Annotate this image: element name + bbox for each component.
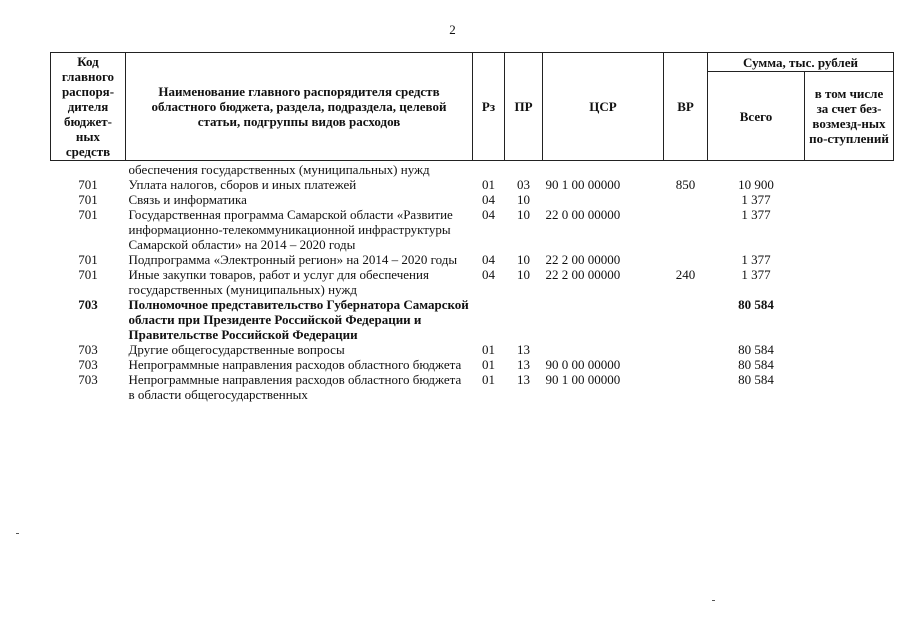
- cell-code: 703: [78, 297, 98, 312]
- cell-name: обеспечения государственных (муниципальных) нужд: [128, 162, 430, 177]
- cell-code: [51, 161, 126, 178]
- cell-rz: 04: [482, 267, 495, 282]
- cell-name: Непрограммные направления расходов областного бюджета: [128, 357, 462, 372]
- header-name: Наименование главного распорядителя средств областного бюджета, раздела, подраздела, целевой статьи, подгруппы видов расходов: [126, 53, 473, 161]
- header-pr: ПР: [505, 53, 543, 161]
- cell-vr: [664, 297, 708, 342]
- header-rz: Рз: [473, 53, 505, 161]
- cell-code: 701: [78, 252, 98, 267]
- cell-rz: [473, 297, 505, 342]
- cell-pr: 13: [517, 372, 530, 387]
- cell-free: [805, 252, 894, 267]
- table-header: [51, 53, 894, 161]
- table-row: [51, 297, 894, 342]
- table-row: [51, 372, 894, 402]
- budget-table: [50, 52, 894, 402]
- cell-csr: 90 1 00 00000: [545, 177, 621, 192]
- cell-vr: [664, 357, 708, 372]
- cell-pr: 13: [517, 357, 530, 372]
- cell-free: [805, 357, 894, 372]
- cell-code: 701: [78, 192, 98, 207]
- cell-vr: [664, 192, 708, 207]
- cell-csr: [543, 161, 664, 178]
- cell-pr: 03: [517, 177, 530, 192]
- cell-free: [805, 297, 894, 342]
- table-row: [51, 267, 894, 297]
- header-total: Всего: [708, 72, 805, 161]
- header-csr: ЦСР: [543, 53, 664, 161]
- cell-free: [805, 177, 894, 192]
- cell-vr: [664, 372, 708, 402]
- header-sum-group: Сумма, тыс. рублей: [708, 53, 894, 72]
- cell-free: [805, 267, 894, 297]
- cell-free: [805, 342, 894, 357]
- cell-total: 1 377: [741, 252, 771, 267]
- cell-rz: 01: [482, 372, 495, 387]
- scan-speck: [712, 600, 715, 601]
- table-row: [51, 192, 894, 207]
- cell-vr: 850: [675, 177, 696, 192]
- header-code: Код главного распоря-дителя бюджет-ных средств: [51, 53, 126, 161]
- cell-total: 80 584: [738, 357, 774, 372]
- cell-vr: [664, 207, 708, 252]
- cell-csr: [543, 192, 664, 207]
- cell-pr: 13: [517, 342, 530, 357]
- cell-pr: 10: [517, 192, 530, 207]
- cell-pr: [505, 161, 543, 178]
- cell-free: [805, 372, 894, 402]
- cell-code: 703: [78, 342, 98, 357]
- cell-csr: 22 2 00 00000: [545, 267, 621, 282]
- cell-name: Связь и информатика: [128, 192, 247, 207]
- table-row: [51, 252, 894, 267]
- cell-code: 703: [78, 357, 98, 372]
- cell-pr: 10: [517, 267, 530, 282]
- page-number: 2: [449, 22, 456, 37]
- cell-free: [805, 207, 894, 252]
- cell-csr: 22 2 00 00000: [545, 252, 621, 267]
- cell-vr: [664, 342, 708, 357]
- cell-vr: 240: [675, 267, 696, 282]
- cell-name: Государственная программа Самарской области «Развитие информационно-телекоммуникационной инфраструктуры Самарской области» на 2014 – 2020 годы: [128, 207, 453, 252]
- cell-vr: [664, 252, 708, 267]
- cell-csr: 90 0 00 00000: [545, 357, 621, 372]
- cell-name: Подпрограмма «Электронный регион» на 2014 – 2020 годы: [128, 252, 458, 267]
- cell-pr: 10: [517, 252, 530, 267]
- cell-rz: 01: [482, 342, 495, 357]
- cell-rz: 04: [482, 207, 495, 222]
- cell-code: 701: [78, 177, 98, 192]
- cell-total: 1 377: [741, 267, 771, 282]
- cell-rz: 04: [482, 192, 495, 207]
- cell-total: 1 377: [741, 207, 771, 222]
- cell-vr: [664, 161, 708, 178]
- cell-csr: 22 0 00 00000: [545, 207, 621, 222]
- cell-csr: 90 1 00 00000: [545, 372, 621, 387]
- header-vr: ВР: [664, 53, 708, 161]
- table-row: [51, 207, 894, 252]
- cell-name: Иные закупки товаров, работ и услуг для обеспечения государственных (муниципальных) нужд: [128, 267, 429, 297]
- cell-total: 10 900: [738, 177, 774, 192]
- cell-pr: 10: [517, 207, 530, 222]
- cell-free: [805, 161, 894, 178]
- cell-rz: 01: [482, 357, 495, 372]
- cell-code: 701: [78, 267, 98, 282]
- cell-total: 80 584: [738, 297, 774, 312]
- cell-rz: 04: [482, 252, 495, 267]
- table-row: [51, 357, 894, 372]
- table-row: [51, 342, 894, 357]
- cell-rz: [473, 161, 505, 178]
- cell-total: 1 377: [741, 192, 771, 207]
- table-row: [51, 177, 894, 192]
- cell-free: [805, 192, 894, 207]
- cell-pr: [505, 297, 543, 342]
- table-row: [51, 161, 894, 178]
- cell-name: Уплата налогов, сборов и иных платежей: [128, 177, 357, 192]
- cell-code: 701: [78, 207, 98, 222]
- cell-name: Полномочное представительство Губернатора Самарской области при Президенте Российской Федерации и Правительстве Российской Федерации: [128, 297, 469, 342]
- table-body: [51, 161, 894, 403]
- cell-csr: [543, 297, 664, 342]
- cell-csr: [543, 342, 664, 357]
- scan-speck: [16, 533, 19, 534]
- cell-name: Другие общегосударственные вопросы: [128, 342, 345, 357]
- cell-total: 80 584: [738, 372, 774, 387]
- cell-name: Непрограммные направления расходов областного бюджета в области общегосударственных: [128, 372, 462, 402]
- header-free: в том числе за счет без-возмезд-ных по-ступлений: [805, 72, 894, 161]
- cell-total: [708, 161, 805, 178]
- cell-rz: 01: [482, 177, 495, 192]
- cell-code: 703: [78, 372, 98, 387]
- cell-total: 80 584: [738, 342, 774, 357]
